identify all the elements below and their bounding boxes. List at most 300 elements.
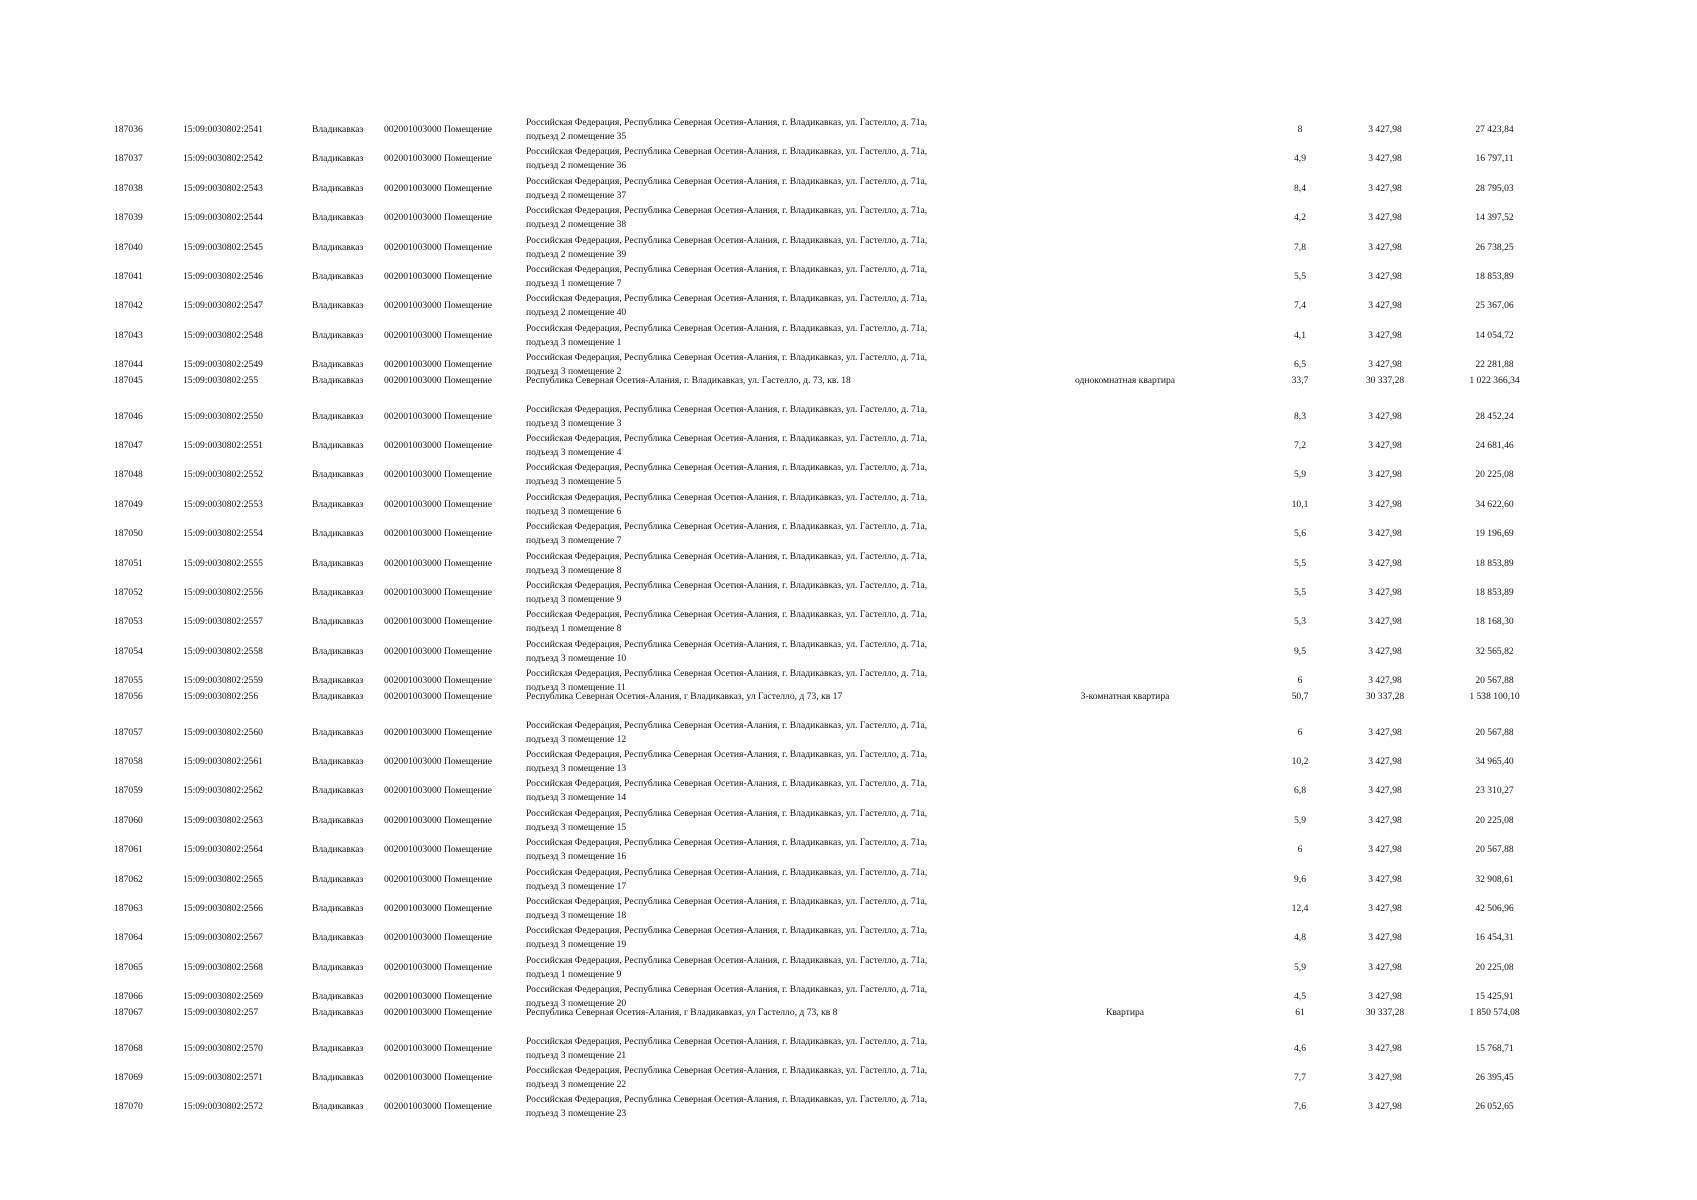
cadastral-value: 27 423,84	[1475, 124, 1514, 135]
record-number: 187040	[114, 241, 143, 253]
city-name: Владикавказ	[312, 241, 364, 253]
cadastral-number: 15:09:0030802:2554	[183, 528, 263, 540]
address-line-2: подъезд 1 помещение 7	[526, 278, 622, 289]
area-value: 5,9	[1294, 961, 1306, 973]
cadastral-number: 15:09:0030802:2569	[183, 991, 263, 1003]
area-value: 4,6	[1294, 1042, 1306, 1054]
cadastral-number: 15:09:0030802:2560	[183, 726, 263, 738]
table-row	[0, 263, 1697, 292]
city-name: Владикавказ	[312, 374, 364, 386]
cadastral-value: 18 853,89	[1475, 587, 1514, 598]
cadastral-value: 23 310,27	[1475, 785, 1514, 797]
address-line-2: подъезд 3 помещение 22	[526, 1079, 627, 1090]
cadastral-value: 24 681,46	[1475, 440, 1514, 451]
record-number: 187068	[114, 1042, 143, 1054]
city-name: Владикавказ	[312, 756, 364, 767]
address-line-1: Российская Федерация, Республика Северная Осетия-Алания, г. Владикавказ, ул. Гастелло, д. 71а,	[526, 925, 928, 937]
record-number: 187059	[114, 785, 143, 797]
cadastral-number: 15:09:0030802:2551	[183, 440, 263, 451]
object-code: 002001003000 Помещение	[384, 844, 493, 856]
cadastral-value: 16 454,31	[1475, 932, 1514, 944]
address-line-2: подъезд 3 помещение 21	[526, 1049, 627, 1061]
cadastral-number: 15:09:0030802:2567	[183, 932, 263, 944]
area-value: 6	[1297, 726, 1303, 738]
area-value: 10,1	[1291, 498, 1309, 510]
city-name: Владикавказ	[312, 844, 364, 856]
area-value: 6,8	[1294, 785, 1306, 797]
address-line-2: подъезд 3 помещение 1	[526, 336, 622, 348]
record-number: 187066	[114, 991, 143, 1003]
city-name: Владикавказ	[312, 440, 364, 451]
address-line-1: Российская Федерация, Республика Северная Осетия-Алания, г. Владикавказ, ул. Гастелло, д. 71а,	[526, 175, 928, 187]
area-value: 7,2	[1294, 440, 1306, 451]
cadastral-number: 15:09:0030802:2559	[183, 675, 263, 687]
record-number: 187051	[114, 557, 143, 569]
address-line-1: Российская Федерация, Республика Северная Осетия-Алания, г. Владикавказ, ул. Гастелло, д. 71а,	[526, 550, 928, 562]
specific-value: 30 337,28	[1365, 374, 1405, 386]
address-line-2: подъезд 3 помещение 23	[526, 1108, 627, 1120]
address-line-1: Российская Федерация, Республика Северная Осетия-Алания, г. Владикавказ, ул. Гастелло, д. 71а,	[526, 638, 928, 650]
table-row	[0, 374, 1697, 396]
city-name: Владикавказ	[312, 903, 364, 914]
record-number: 187062	[114, 873, 143, 885]
record-number: 187042	[114, 300, 143, 312]
city-name: Владикавказ	[312, 1072, 364, 1083]
address-line-1: Российская Федерация, Республика Северная Осетия-Алания, г. Владикавказ, ул. Гастелло, д. 71а,	[526, 264, 928, 275]
table-row	[0, 1093, 1697, 1122]
cadastral-value: 25 367,06	[1475, 300, 1514, 312]
cadastral-value: 20 567,88	[1475, 726, 1514, 738]
table-row	[0, 608, 1697, 637]
cadastral-value: 20 225,08	[1475, 814, 1514, 826]
address-line-2: подъезд 2 помещение 35	[526, 131, 627, 142]
record-number: 187067	[114, 1006, 143, 1018]
area-value: 5,3	[1294, 616, 1306, 628]
object-code: 002001003000 Помещение	[384, 1006, 493, 1018]
cadastral-number: 15:09:0030802:2565	[183, 873, 263, 885]
cadastral-value: 42 506,96	[1475, 903, 1514, 914]
cadastral-number: 15:09:0030802:2550	[183, 410, 263, 422]
specific-value: 3 427,98	[1368, 961, 1402, 973]
cadastral-number: 15:09:0030802:2563	[183, 814, 263, 826]
city-name: Владикавказ	[312, 675, 364, 687]
record-number: 187037	[114, 153, 143, 165]
table-row	[0, 895, 1697, 924]
cadastral-number: 15:09:0030802:2542	[183, 153, 263, 165]
address-line-2: подъезд 3 помещение 15	[526, 821, 627, 833]
address-line-2: подъезд 1 помещение 8	[526, 623, 622, 635]
table-row	[0, 1006, 1697, 1028]
record-number: 187069	[114, 1072, 143, 1083]
specific-value: 3 427,98	[1368, 300, 1402, 312]
object-code: 002001003000 Помещение	[384, 756, 493, 767]
object-code: 002001003000 Помещение	[384, 241, 493, 253]
specific-value: 3 427,98	[1368, 410, 1402, 422]
area-value: 4,9	[1294, 153, 1306, 165]
object-code: 002001003000 Помещение	[384, 814, 493, 826]
record-number: 187050	[114, 528, 143, 540]
city-name: Владикавказ	[312, 1006, 364, 1018]
address-line-2: подъезд 3 помещение 4	[526, 447, 622, 458]
city-name: Владикавказ	[312, 690, 364, 702]
cadastral-number: 15:09:0030802:2568	[183, 961, 263, 973]
address-line-2: подъезд 3 помещение 11	[526, 682, 626, 694]
cadastral-value: 26 052,65	[1475, 1101, 1514, 1113]
object-code: 002001003000 Помещение	[384, 410, 493, 422]
cadastral-number: 15:09:0030802:2549	[183, 359, 263, 371]
city-name: Владикавказ	[312, 124, 364, 135]
address-line-1: Российская Федерация, Республика Северная Осетия-Алания, г. Владикавказ, ул. Гастелло, д. 71а,	[526, 807, 928, 819]
table-row	[0, 748, 1697, 777]
city-name: Владикавказ	[312, 498, 364, 510]
record-number: 187043	[114, 329, 143, 341]
area-value: 4,8	[1294, 932, 1306, 944]
object-type: однокомнатная квартира	[1074, 374, 1176, 386]
object-code: 002001003000 Помещение	[384, 271, 493, 282]
cadastral-value: 14 054,72	[1475, 329, 1514, 341]
specific-value: 3 427,98	[1368, 212, 1402, 224]
address-line-1: Российская Федерация, Республика Северная Осетия-Алания, г. Владикавказ, ул. Гастелло, д. 71а,	[526, 117, 928, 128]
area-value: 6	[1297, 675, 1303, 687]
address-line-2: подъезд 3 помещение 12	[526, 733, 627, 745]
city-name: Владикавказ	[312, 212, 364, 224]
area-value: 8,4	[1294, 182, 1306, 194]
specific-value: 3 427,98	[1368, 616, 1402, 628]
address-line-1: Российская Федерация, Республика Северная Осетия-Алания, г. Владикавказ, ул. Гастелло, д. 71а,	[526, 322, 928, 334]
address-line-2: подъезд 3 помещение 19	[526, 939, 627, 951]
specific-value: 3 427,98	[1368, 991, 1402, 1003]
record-number: 187038	[114, 182, 143, 194]
object-code: 002001003000 Помещение	[384, 359, 493, 371]
cadastral-value: 20 225,08	[1475, 961, 1514, 973]
city-name: Владикавказ	[312, 153, 364, 165]
record-number: 187036	[114, 124, 143, 135]
record-number: 187056	[114, 690, 143, 702]
address-line-1: Российская Федерация, Республика Северная Осетия-Алания, г. Владикавказ, ул. Гастелло, д. 71а,	[526, 896, 928, 907]
area-value: 5,9	[1294, 469, 1306, 481]
address-line-1: Российская Федерация, Республика Северная Осетия-Алания, г. Владикавказ, ул. Гастелло, д. 71а,	[526, 837, 928, 849]
table-row	[0, 322, 1697, 351]
address-line-2: подъезд 2 помещение 36	[526, 160, 627, 172]
cadastral-number: 15:09:0030802:2546	[183, 271, 263, 282]
record-number: 187039	[114, 212, 143, 224]
city-name: Владикавказ	[312, 932, 364, 944]
specific-value: 3 427,98	[1368, 557, 1402, 569]
address-line-2: подъезд 2 помещение 39	[526, 248, 627, 260]
record-number: 187049	[114, 498, 143, 510]
area-value: 5,6	[1294, 528, 1306, 540]
table-row	[0, 145, 1697, 174]
cadastral-value: 15 425,91	[1475, 991, 1514, 1003]
area-value: 6,5	[1294, 359, 1306, 371]
object-code: 002001003000 Помещение	[384, 498, 493, 510]
record-number: 187046	[114, 410, 143, 422]
city-name: Владикавказ	[312, 991, 364, 1003]
cadastral-value: 26 395,45	[1475, 1072, 1514, 1083]
city-name: Владикавказ	[312, 329, 364, 341]
table-row	[0, 1035, 1697, 1064]
cadastral-value: 14 397,52	[1475, 212, 1514, 224]
address-line-1: Российская Федерация, Республика Северная Осетия-Алания, г. Владикавказ, ул. Гастелло, д. 71а,	[526, 521, 928, 533]
record-number: 187057	[114, 726, 143, 738]
address-line-1: Российская Федерация, Республика Северная Осетия-Алания, г. Владикавказ, ул. Гастелло, д. 71а,	[526, 719, 928, 731]
cadastral-value: 1 850 574,08	[1469, 1006, 1520, 1018]
cadastral-value: 18 168,30	[1475, 616, 1514, 628]
cadastral-number: 15:09:0030802:2547	[183, 300, 263, 312]
cadastral-number: 15:09:0030802:2556	[183, 587, 263, 598]
cadastral-value: 19 196,69	[1475, 528, 1514, 540]
address-line-1: Российская Федерация, Республика Северная Осетия-Алания, г. Владикавказ, ул. Гастелло, д. 71а,	[526, 1094, 928, 1106]
area-value: 7,7	[1294, 1072, 1306, 1083]
cadastral-number: 15:09:0030802:2555	[183, 557, 263, 569]
address-line-1: Российская Федерация, Республика Северная Осетия-Алания, г. Владикавказ, ул. Гастелло, д. 71а,	[526, 1035, 928, 1047]
address-line-1: Российская Федерация, Республика Северная Осетия-Алания, г. Владикавказ, ул. Гастелло, д. 71а,	[526, 778, 928, 790]
record-number: 187058	[114, 756, 143, 767]
address-line-1: Российская Федерация, Республика Северная Осетия-Алания, г. Владикавказ, ул. Гастелло, д. 71а,	[526, 146, 928, 158]
cadastral-number: 15:09:0030802:257	[183, 1006, 259, 1018]
cadastral-value: 20 567,88	[1475, 675, 1514, 687]
record-number: 187064	[114, 932, 143, 944]
address-line-2: подъезд 3 помещение 13	[526, 763, 627, 774]
area-value: 8,3	[1294, 410, 1306, 422]
city-name: Владикавказ	[312, 873, 364, 885]
area-value: 33,7	[1291, 374, 1309, 386]
cadastral-value: 32 908,61	[1475, 873, 1514, 885]
cadastral-value: 28 452,24	[1475, 410, 1514, 422]
address-line-1: Российская Федерация, Республика Северная Осетия-Алания, г. Владикавказ, ул. Гастелло, д. 71а,	[526, 1065, 928, 1076]
record-number: 187065	[114, 961, 143, 973]
area-value: 61	[1295, 1006, 1305, 1018]
table-row	[0, 550, 1697, 579]
cadastral-value: 34 622,60	[1475, 498, 1514, 510]
table-row	[0, 234, 1697, 263]
area-value: 7,4	[1294, 300, 1306, 312]
specific-value: 3 427,98	[1368, 932, 1402, 944]
cadastral-value: 18 853,89	[1475, 271, 1514, 282]
area-value: 7,8	[1294, 241, 1306, 253]
table-row	[0, 204, 1697, 233]
record-number: 187060	[114, 814, 143, 826]
object-code: 002001003000 Помещение	[384, 991, 493, 1003]
address-line-2: подъезд 3 помещение 20	[526, 998, 627, 1010]
object-code: 002001003000 Помещение	[384, 153, 493, 165]
address-line-2: подъезд 3 помещение 10	[526, 652, 627, 664]
address-line-1: Республика Северная Осетия-Алания, г. Владикавказ, ул. Гастелло, д. 73, кв. 18	[526, 374, 851, 386]
address-line-2: подъезд 1 помещение 9	[526, 968, 622, 980]
specific-value: 3 427,98	[1368, 785, 1402, 797]
cadastral-number: 15:09:0030802:2544	[183, 212, 263, 224]
address-line-2: подъезд 3 помещение 6	[526, 505, 622, 517]
record-number: 187044	[114, 359, 143, 371]
cadastral-value: 20 225,08	[1475, 469, 1514, 481]
city-name: Владикавказ	[312, 1042, 364, 1054]
city-name: Владикавказ	[312, 814, 364, 826]
city-name: Владикавказ	[312, 961, 364, 973]
record-number: 187061	[114, 844, 143, 856]
record-number: 187070	[114, 1101, 143, 1113]
address-line-1: Российская Федерация, Республика Северная Осетия-Алания, г. Владикавказ, ул. Гастелло, д. 71а,	[526, 234, 928, 246]
area-value: 12,4	[1291, 903, 1309, 914]
address-line-1: Российская Федерация, Республика Северная Осетия-Алания, г. Владикавказ, ул. Гастелло, д. 71а,	[526, 462, 928, 474]
specific-value: 3 427,98	[1368, 756, 1402, 767]
object-code: 002001003000 Помещение	[384, 903, 493, 914]
cadastral-number: 15:09:0030802:256	[183, 690, 259, 702]
specific-value: 3 427,98	[1368, 1042, 1402, 1054]
area-value: 6	[1297, 844, 1303, 856]
area-value: 4,5	[1294, 991, 1306, 1003]
object-code: 002001003000 Помещение	[384, 1072, 493, 1083]
address-line-2: подъезд 3 помещение 9	[526, 594, 622, 605]
table-row	[0, 491, 1697, 520]
object-code: 002001003000 Помещение	[384, 785, 493, 797]
cadastral-value: 16 797,11	[1475, 153, 1514, 165]
address-line-1: Российская Федерация, Республика Северная Осетия-Алания, г. Владикавказ, ул. Гастелло, д. 71а,	[526, 205, 928, 217]
address-line-1: Российская Федерация, Республика Северная Осетия-Алания, г. Владикавказ, ул. Гастелло, д. 71а,	[526, 293, 928, 305]
cadastral-number: 15:09:0030802:2570	[183, 1042, 263, 1054]
table-row	[0, 866, 1697, 895]
address-line-2: подъезд 3 помещение 5	[526, 476, 622, 488]
table-row	[0, 954, 1697, 983]
specific-value: 3 427,98	[1368, 1072, 1402, 1083]
area-value: 5,5	[1294, 271, 1306, 282]
city-name: Владикавказ	[312, 557, 364, 569]
object-code: 002001003000 Помещение	[384, 961, 493, 973]
city-name: Владикавказ	[312, 528, 364, 540]
city-name: Владикавказ	[312, 410, 364, 422]
specific-value: 3 427,98	[1368, 528, 1402, 540]
area-value: 4,1	[1294, 329, 1306, 341]
cadastral-number: 15:09:0030802:2545	[183, 241, 263, 253]
record-number: 187053	[114, 616, 143, 628]
address-line-1: Российская Федерация, Республика Северная Осетия-Алания, г. Владикавказ, ул. Гастелло, д. 71а,	[526, 609, 928, 621]
cadastral-value: 20 567,88	[1475, 844, 1514, 856]
object-code: 002001003000 Помещение	[384, 616, 493, 628]
object-code: 002001003000 Помещение	[384, 300, 493, 312]
cadastral-number: 15:09:0030802:2553	[183, 498, 263, 510]
area-value: 10,2	[1291, 756, 1309, 767]
record-number: 187048	[114, 469, 143, 481]
table-row	[0, 403, 1697, 432]
cadastral-value: 1 538 100,10	[1469, 690, 1520, 702]
cadastral-number: 15:09:0030802:2564	[183, 844, 263, 856]
city-name: Владикавказ	[312, 300, 364, 312]
table-row	[0, 719, 1697, 748]
specific-value: 3 427,98	[1368, 440, 1402, 451]
address-line-2: подъезд 3 помещение 17	[526, 880, 627, 892]
specific-value: 30 337,28	[1365, 690, 1405, 702]
address-line-1: Республика Северная Осетия-Алания, г Владикавказ, ул Гастелло, д 73, кв 8	[526, 1006, 838, 1018]
area-value: 7,6	[1294, 1101, 1306, 1113]
record-number: 187052	[114, 587, 143, 598]
table-row	[0, 175, 1697, 204]
cadastral-number: 15:09:0030802:2557	[183, 616, 263, 628]
object-code: 002001003000 Помещение	[384, 1042, 493, 1054]
record-number: 187045	[114, 374, 143, 386]
cadastral-value: 26 738,25	[1475, 241, 1514, 253]
cadastral-number: 15:09:0030802:2562	[183, 785, 263, 797]
area-value: 9,6	[1294, 873, 1306, 885]
table-row	[0, 520, 1697, 549]
address-line-1: Российская Федерация, Республика Северная Осетия-Алания, г. Владикавказ, ул. Гастелло, д. 71а,	[526, 668, 928, 680]
record-number: 187055	[114, 675, 143, 687]
cadastral-value: 18 853,89	[1475, 557, 1514, 569]
object-code: 002001003000 Помещение	[384, 932, 493, 944]
object-code: 002001003000 Помещение	[384, 587, 493, 598]
address-line-2: подъезд 3 помещение 8	[526, 564, 622, 576]
city-name: Владикавказ	[312, 587, 364, 598]
city-name: Владикавказ	[312, 616, 364, 628]
table-row	[0, 924, 1697, 953]
specific-value: 3 427,98	[1368, 1101, 1402, 1113]
object-code: 002001003000 Помещение	[384, 440, 493, 451]
table-row	[0, 690, 1697, 712]
cadastral-value: 34 965,40	[1475, 756, 1514, 767]
address-line-2: подъезд 2 помещение 38	[526, 219, 627, 231]
object-type: Квартира	[1105, 1006, 1145, 1018]
object-code: 002001003000 Помещение	[384, 675, 493, 687]
cadastral-value: 1 022 366,34	[1469, 374, 1520, 386]
table-row	[0, 579, 1697, 608]
city-name: Владикавказ	[312, 182, 364, 194]
specific-value: 3 427,98	[1368, 645, 1402, 657]
object-code: 002001003000 Помещение	[384, 528, 493, 540]
cadastral-number: 15:09:0030802:2548	[183, 329, 263, 341]
specific-value: 3 427,98	[1368, 469, 1402, 481]
table-row	[0, 461, 1697, 490]
area-value: 5,5	[1294, 557, 1306, 569]
table-row	[0, 836, 1697, 865]
address-line-2: подъезд 2 помещение 37	[526, 189, 627, 201]
address-line-1: Российская Федерация, Республика Северная Осетия-Алания, г. Владикавказ, ул. Гастелло, д. 71а,	[526, 491, 928, 503]
cadastral-value: 28 795,03	[1475, 182, 1514, 194]
city-name: Владикавказ	[312, 359, 364, 371]
cadastral-number: 15:09:0030802:2566	[183, 903, 263, 914]
area-value: 9,5	[1294, 645, 1306, 657]
address-line-2: подъезд 2 помещение 40	[526, 307, 627, 319]
specific-value: 3 427,98	[1368, 587, 1402, 598]
object-type: 3-комнатная квартира	[1080, 690, 1170, 702]
address-line-1: Российская Федерация, Республика Северная Осетия-Алания, г. Владикавказ, ул. Гастелло, д. 71а,	[526, 352, 928, 364]
address-line-2: подъезд 3 помещение 3	[526, 417, 622, 429]
specific-value: 3 427,98	[1368, 844, 1402, 856]
specific-value: 3 427,98	[1368, 271, 1402, 282]
object-code: 002001003000 Помещение	[384, 726, 493, 738]
city-name: Владикавказ	[312, 271, 364, 282]
address-line-1: Российская Федерация, Республика Северная Осетия-Алания, г. Владикавказ, ул. Гастелло, д. 71а,	[526, 749, 928, 760]
address-line-2: подъезд 3 помещение 16	[526, 851, 627, 863]
specific-value: 3 427,98	[1368, 329, 1402, 341]
city-name: Владикавказ	[312, 785, 364, 797]
city-name: Владикавказ	[312, 1101, 364, 1113]
table-row	[0, 807, 1697, 836]
address-line-2: подъезд 3 помещение 7	[526, 535, 622, 547]
table-row	[0, 638, 1697, 667]
record-number: 187054	[114, 645, 143, 657]
specific-value: 3 427,98	[1368, 359, 1402, 371]
specific-value: 3 427,98	[1368, 726, 1402, 738]
object-code: 002001003000 Помещение	[384, 1101, 493, 1113]
address-line-2: подъезд 3 помещение 2	[526, 366, 622, 378]
address-line-2: подъезд 3 помещение 18	[526, 910, 627, 921]
specific-value: 3 427,98	[1368, 241, 1402, 253]
cadastral-number: 15:09:0030802:2571	[183, 1072, 263, 1083]
address-line-1: Российская Федерация, Республика Северная Осетия-Алания, г. Владикавказ, ул. Гастелло, д. 71а,	[526, 403, 928, 415]
city-name: Владикавказ	[312, 726, 364, 738]
object-code: 002001003000 Помещение	[384, 645, 493, 657]
object-code: 002001003000 Помещение	[384, 873, 493, 885]
table-row	[0, 1064, 1697, 1093]
object-code: 002001003000 Помещение	[384, 212, 493, 224]
